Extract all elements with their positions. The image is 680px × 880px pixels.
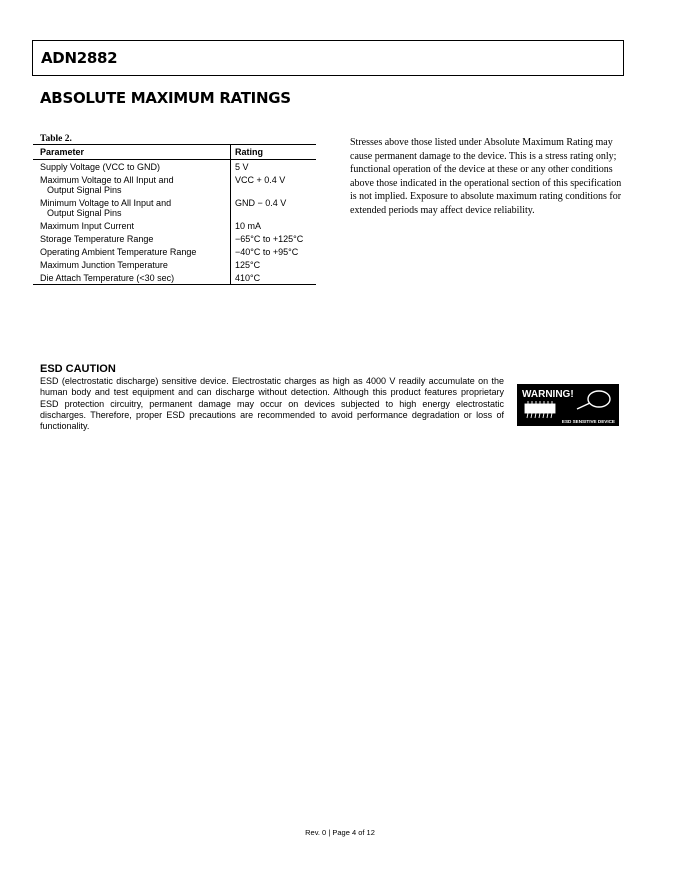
esd-caution-title: ESD CAUTION xyxy=(40,363,116,375)
parameter-cell xyxy=(33,160,231,174)
rating-cell: VCC + 0.4 V xyxy=(235,175,286,185)
parameter-text: Minimum Voltage to All Input and xyxy=(40,198,172,208)
table-row xyxy=(33,232,316,245)
esd-badge-caption: ESD SENSITIVE DEVICE xyxy=(561,419,615,424)
page-footer: Rev. 0 | Page 4 of 12 xyxy=(305,828,375,837)
part-number: ADN2882 xyxy=(41,49,118,67)
ratings-table xyxy=(33,144,316,285)
rating-cell: GND − 0.4 V xyxy=(235,198,287,208)
esd-warning-badge xyxy=(517,384,619,426)
esd-caution-text: ESD (electrostatic discharge) sensitive device. Electrostatic charges as high as 4000 V readily accumulate on the human body and test equipment and can discharge without detection. Although this product features proprietary ESD protection circuitry, permanent damage may occur on devices subjected to high energy electrostatic discharges. Therefore, proper ESD precautions are recommended to avoid performance degradation or loss of functionality. xyxy=(40,376,504,432)
column-header-parameter: Parameter xyxy=(33,145,231,160)
rating-cell: 125°C xyxy=(235,260,261,270)
rating-cell: 5 V xyxy=(235,162,249,172)
column-header-rating: Rating xyxy=(231,145,317,160)
rating-cell: 10 mA xyxy=(235,221,262,231)
table-row xyxy=(33,160,316,174)
table-row xyxy=(33,245,316,258)
parameter-text: Supply Voltage (VCC to GND) xyxy=(40,162,161,172)
table-header-row xyxy=(33,145,316,160)
section-title: ABSOLUTE MAXIMUM RATINGS xyxy=(40,89,291,107)
stress-note: Stresses above those listed under Absolute Maximum Rating may cause permanent damage to the device. This is a stress rating only; functional operation of the device at these or any other conditions above those indicated in the operational section of this specification is not implied. Exposure to absolute maximum rating conditions for extended periods may affect device reliability. xyxy=(350,137,622,216)
parameter-text: Maximum Input Current xyxy=(40,221,135,231)
parameter-cell xyxy=(33,232,231,245)
page-header xyxy=(32,40,624,76)
table-row xyxy=(33,258,316,271)
parameter-text: Storage Temperature Range xyxy=(40,234,154,244)
rating-cell: −40°C to +95°C xyxy=(235,247,299,257)
parameter-text-continued: Output Signal Pins xyxy=(47,208,122,218)
table-row xyxy=(33,196,316,219)
parameter-cell xyxy=(33,271,231,285)
parameter-cell xyxy=(33,258,231,271)
parameter-text: Operating Ambient Temperature Range xyxy=(40,247,197,257)
esd-warning-label: WARNING! xyxy=(522,389,574,400)
table-row xyxy=(33,271,316,285)
table-caption: Table 2. xyxy=(40,134,72,144)
parameter-text: Die Attach Temperature (<30 sec) xyxy=(40,273,175,283)
rating-cell: −65°C to +125°C xyxy=(235,234,304,244)
parameter-cell xyxy=(33,196,231,219)
rating-cell: 410°C xyxy=(235,273,261,283)
table-row xyxy=(33,219,316,232)
table-row xyxy=(33,173,316,196)
parameter-text-continued: Output Signal Pins xyxy=(47,185,122,195)
parameter-text: Maximum Junction Temperature xyxy=(40,260,168,270)
parameter-cell xyxy=(33,219,231,232)
parameter-cell xyxy=(33,245,231,258)
parameter-text: Maximum Voltage to All Input and xyxy=(40,175,174,185)
ratings-table-body xyxy=(33,160,316,285)
parameter-cell xyxy=(33,173,231,196)
